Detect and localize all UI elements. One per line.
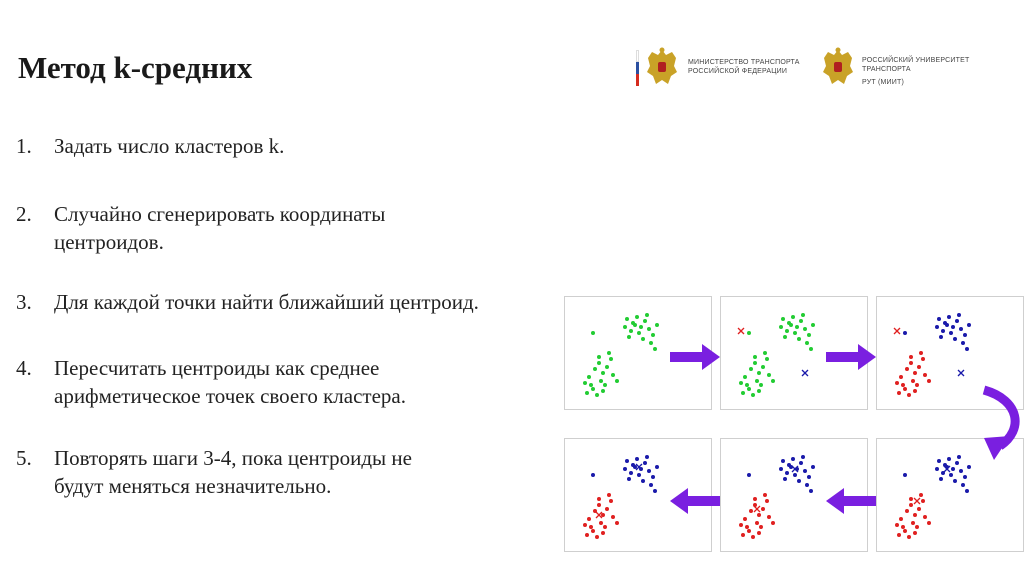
scatter-point bbox=[757, 371, 761, 375]
step-number: 2. bbox=[16, 202, 32, 226]
scatter-point bbox=[583, 381, 587, 385]
scatter-point bbox=[809, 489, 813, 493]
scatter-point bbox=[939, 335, 943, 339]
centroid-marker bbox=[738, 328, 744, 334]
scatter-point bbox=[919, 493, 923, 497]
scatter-point bbox=[761, 365, 765, 369]
scatter-point bbox=[907, 393, 911, 397]
scatter-point bbox=[761, 507, 765, 511]
scatter-point bbox=[599, 521, 603, 525]
scatter-point bbox=[791, 457, 795, 461]
scatter-point bbox=[649, 483, 653, 487]
scatter-point bbox=[591, 473, 595, 477]
page-title: Метод k-средних bbox=[18, 50, 253, 85]
scatter-point bbox=[947, 315, 951, 319]
scatter-point bbox=[635, 315, 639, 319]
step-line: Для каждой точки найти ближайший центроид. bbox=[54, 290, 479, 314]
scatter-point bbox=[965, 489, 969, 493]
scatter-point bbox=[937, 317, 941, 321]
scatter-point bbox=[799, 461, 803, 465]
scatter-point bbox=[615, 379, 619, 383]
scatter-point bbox=[901, 383, 905, 387]
scatter-point bbox=[625, 459, 629, 463]
scatter-point bbox=[595, 393, 599, 397]
scatter-point bbox=[753, 361, 757, 365]
scatter-point bbox=[785, 471, 789, 475]
scatter-point bbox=[645, 455, 649, 459]
scatter-point bbox=[589, 383, 593, 387]
scatter-point bbox=[611, 373, 615, 377]
scatter-point bbox=[597, 503, 601, 507]
scatter-point bbox=[597, 355, 601, 359]
scatter-point bbox=[747, 387, 751, 391]
scatter-point bbox=[909, 355, 913, 359]
scatter-point bbox=[751, 535, 755, 539]
scatter-point bbox=[749, 367, 753, 371]
step-line: центроидов. bbox=[54, 230, 164, 254]
scatter-point bbox=[655, 465, 659, 469]
step-line: Случайно сгенерировать координаты bbox=[54, 202, 386, 226]
scatter-point bbox=[957, 313, 961, 317]
scatter-point bbox=[947, 457, 951, 461]
scatter-point bbox=[771, 521, 775, 525]
scatter-point bbox=[945, 323, 949, 327]
scatter-point bbox=[645, 313, 649, 317]
step-line: арифметическое точек своего кластера. bbox=[54, 384, 406, 408]
centroid-marker bbox=[894, 328, 900, 334]
scatter-point bbox=[895, 523, 899, 527]
scatter-point bbox=[591, 331, 595, 335]
scatter-point bbox=[783, 477, 787, 481]
scatter-point bbox=[747, 529, 751, 533]
step-number: 5. bbox=[16, 446, 32, 470]
scatter-point bbox=[739, 523, 743, 527]
scatter-point bbox=[797, 337, 801, 341]
scatter-point bbox=[753, 497, 757, 501]
scatter-point bbox=[743, 517, 747, 521]
scatter-point bbox=[913, 389, 917, 393]
scatter-point bbox=[907, 535, 911, 539]
scatter-point bbox=[629, 471, 633, 475]
scatter-point bbox=[597, 497, 601, 501]
centroid-marker bbox=[914, 498, 920, 504]
curved-arrow-icon bbox=[980, 380, 1024, 464]
scatter-point bbox=[647, 327, 651, 331]
scatter-point bbox=[611, 515, 615, 519]
scatter-point bbox=[653, 347, 657, 351]
scatter-point bbox=[895, 381, 899, 385]
scatter-point bbox=[959, 469, 963, 473]
scatter-point bbox=[915, 383, 919, 387]
scatter-point bbox=[909, 503, 913, 507]
scatter-point bbox=[793, 331, 797, 335]
scatter-point bbox=[767, 515, 771, 519]
scatter-point bbox=[747, 473, 751, 477]
scatter-point bbox=[745, 383, 749, 387]
scatter-point bbox=[765, 499, 769, 503]
scatter-point bbox=[641, 479, 645, 483]
scatter-point bbox=[589, 525, 593, 529]
scatter-point bbox=[967, 465, 971, 469]
scatter-point bbox=[593, 367, 597, 371]
scatter-point bbox=[903, 529, 907, 533]
scatter-point bbox=[601, 371, 605, 375]
scatter-point bbox=[903, 331, 907, 335]
scatter-point bbox=[783, 335, 787, 339]
scatter-point bbox=[791, 315, 795, 319]
scatter-point bbox=[753, 355, 757, 359]
scatter-point bbox=[739, 381, 743, 385]
scatter-point bbox=[913, 513, 917, 517]
scatter-point bbox=[913, 371, 917, 375]
scatter-point bbox=[759, 383, 763, 387]
scatter-point bbox=[609, 499, 613, 503]
scatter-point bbox=[601, 513, 605, 517]
scatter-point bbox=[767, 373, 771, 377]
scatter-point bbox=[903, 387, 907, 391]
scatter-point bbox=[651, 475, 655, 479]
scatter-point bbox=[911, 379, 915, 383]
scatter-point bbox=[779, 325, 783, 329]
scatter-point bbox=[899, 375, 903, 379]
step-line: Повторять шаги 3-4, пока центроиды не bbox=[54, 446, 412, 470]
scatter-point bbox=[957, 455, 961, 459]
scatter-point bbox=[917, 507, 921, 511]
scatter-point bbox=[757, 531, 761, 535]
scatter-point bbox=[789, 323, 793, 327]
scatter-point bbox=[965, 347, 969, 351]
scatter-point bbox=[923, 373, 927, 377]
scatter-point bbox=[605, 507, 609, 511]
scatter-point bbox=[607, 493, 611, 497]
centroid-marker bbox=[754, 506, 760, 512]
scatter-point bbox=[949, 473, 953, 477]
scatter-point bbox=[601, 389, 605, 393]
step-number: 3. bbox=[16, 290, 32, 314]
scatter-point bbox=[917, 365, 921, 369]
scatter-point bbox=[915, 525, 919, 529]
ministry-name: МИНИСТЕРСТВО ТРАНСПОРТА РОССИЙСКОЙ ФЕДЕРАЦИИ bbox=[688, 59, 800, 75]
scatter-point bbox=[629, 329, 633, 333]
scatter-point bbox=[799, 319, 803, 323]
scatter-point bbox=[749, 509, 753, 513]
scatter-point bbox=[811, 465, 815, 469]
scatter-point bbox=[765, 357, 769, 361]
scatter-point bbox=[955, 319, 959, 323]
scatter-point bbox=[603, 525, 607, 529]
scatter-point bbox=[637, 331, 641, 335]
coat-of-arms-icon bbox=[820, 46, 856, 88]
scatter-point bbox=[641, 337, 645, 341]
scatter-point bbox=[771, 379, 775, 383]
scatter-point bbox=[755, 521, 759, 525]
scatter-point bbox=[637, 473, 641, 477]
scatter-point bbox=[949, 331, 953, 335]
scatter-point bbox=[909, 361, 913, 365]
scatter-point bbox=[623, 467, 627, 471]
scatter-point bbox=[591, 529, 595, 533]
scatter-point bbox=[627, 477, 631, 481]
scatter-point bbox=[625, 317, 629, 321]
scatter-point bbox=[583, 523, 587, 527]
scatter-point bbox=[953, 479, 957, 483]
centroid-marker bbox=[958, 370, 964, 376]
scatter-point bbox=[763, 351, 767, 355]
scatter-point bbox=[901, 525, 905, 529]
scatter-point bbox=[781, 459, 785, 463]
scatter-point bbox=[807, 333, 811, 337]
scatter-point bbox=[597, 361, 601, 365]
scatter-point bbox=[647, 469, 651, 473]
scatter-point bbox=[803, 327, 807, 331]
scatter-point bbox=[797, 479, 801, 483]
scatter-point bbox=[633, 323, 637, 327]
step-number: 1. bbox=[16, 134, 32, 158]
scatter-point bbox=[603, 383, 607, 387]
scatter-point bbox=[615, 521, 619, 525]
scatter-point bbox=[655, 323, 659, 327]
scatter-point bbox=[913, 531, 917, 535]
scatter-point bbox=[609, 357, 613, 361]
scatter-point bbox=[751, 393, 755, 397]
scatter-point bbox=[953, 337, 957, 341]
scatter-point bbox=[781, 317, 785, 321]
step-line: Задать число кластеров k. bbox=[54, 134, 285, 158]
scatter-point bbox=[741, 533, 745, 537]
scatter-point bbox=[909, 497, 913, 501]
scatter-point bbox=[587, 517, 591, 521]
coat-of-arms-icon bbox=[644, 46, 680, 88]
scatter-point bbox=[937, 459, 941, 463]
scatter-point bbox=[811, 323, 815, 327]
scatter-point bbox=[927, 521, 931, 525]
scatter-point bbox=[639, 325, 643, 329]
university-name: РОССИЙСКИЙ УНИВЕРСИТЕТ ТРАНСПОРТА РУТ (МИИТ) bbox=[862, 57, 970, 86]
scatter-point bbox=[635, 457, 639, 461]
scatter-point bbox=[651, 333, 655, 337]
scatter-point bbox=[585, 533, 589, 537]
scatter-point bbox=[743, 375, 747, 379]
scatter-point bbox=[643, 461, 647, 465]
scatter-point bbox=[897, 391, 901, 395]
scatter-point bbox=[959, 327, 963, 331]
scatter-point bbox=[961, 341, 965, 345]
scatter-point bbox=[759, 525, 763, 529]
right-arrow-icon bbox=[670, 342, 722, 372]
scatter-point bbox=[919, 351, 923, 355]
scatter-point bbox=[923, 515, 927, 519]
scatter-point bbox=[963, 475, 967, 479]
scatter-point bbox=[941, 329, 945, 333]
scatter-point bbox=[967, 323, 971, 327]
scatter-point bbox=[643, 319, 647, 323]
scatter-point bbox=[763, 493, 767, 497]
scatter-point bbox=[897, 533, 901, 537]
scatter-point bbox=[911, 521, 915, 525]
scatter-point bbox=[801, 455, 805, 459]
scatter-point bbox=[961, 483, 965, 487]
scatter-point bbox=[921, 357, 925, 361]
scatter-point bbox=[653, 489, 657, 493]
scatter-point bbox=[807, 475, 811, 479]
scatter-point bbox=[951, 325, 955, 329]
scatter-point bbox=[591, 387, 595, 391]
scatter-point bbox=[951, 467, 955, 471]
scatter-point bbox=[955, 461, 959, 465]
right-arrow-icon bbox=[826, 342, 878, 372]
scatter-point bbox=[757, 513, 761, 517]
left-arrow-icon bbox=[826, 486, 876, 516]
scatter-point bbox=[903, 473, 907, 477]
scatter-point bbox=[809, 347, 813, 351]
scatter-point bbox=[801, 313, 805, 317]
scatter-point bbox=[899, 517, 903, 521]
scatter-point bbox=[905, 367, 909, 371]
scatter-point bbox=[779, 467, 783, 471]
scatter-point bbox=[605, 365, 609, 369]
scatter-point bbox=[793, 473, 797, 477]
centroid-marker bbox=[802, 370, 808, 376]
scatter-point bbox=[935, 467, 939, 471]
left-arrow-icon bbox=[670, 486, 720, 516]
scatter-point bbox=[805, 341, 809, 345]
scatter-point bbox=[607, 351, 611, 355]
scatter-point bbox=[745, 525, 749, 529]
scatter-point bbox=[741, 391, 745, 395]
step-line: будут меняться незначительно. bbox=[54, 474, 332, 498]
scatter-point bbox=[601, 531, 605, 535]
scatter-point bbox=[935, 325, 939, 329]
scatter-point bbox=[905, 509, 909, 513]
scatter-point bbox=[623, 325, 627, 329]
scatter-point bbox=[747, 331, 751, 335]
scatter-point bbox=[633, 465, 637, 469]
scatter-point bbox=[627, 335, 631, 339]
scatter-point bbox=[755, 379, 759, 383]
scatter-point bbox=[595, 535, 599, 539]
scatter-point bbox=[805, 483, 809, 487]
scatter-point bbox=[585, 391, 589, 395]
scatter-point bbox=[927, 379, 931, 383]
flag-stripe bbox=[636, 50, 639, 86]
scatter-point bbox=[939, 477, 943, 481]
scatter-point bbox=[921, 499, 925, 503]
scatter-point bbox=[599, 379, 603, 383]
step-number: 4. bbox=[16, 356, 32, 380]
scatter-point bbox=[795, 325, 799, 329]
step-line: Пересчитать центроиды как среднее bbox=[54, 356, 380, 380]
scatter-point bbox=[803, 469, 807, 473]
scatter-point bbox=[785, 329, 789, 333]
scatter-point bbox=[587, 375, 591, 379]
scatter-point bbox=[757, 389, 761, 393]
scatter-point bbox=[649, 341, 653, 345]
scatter-point bbox=[963, 333, 967, 337]
